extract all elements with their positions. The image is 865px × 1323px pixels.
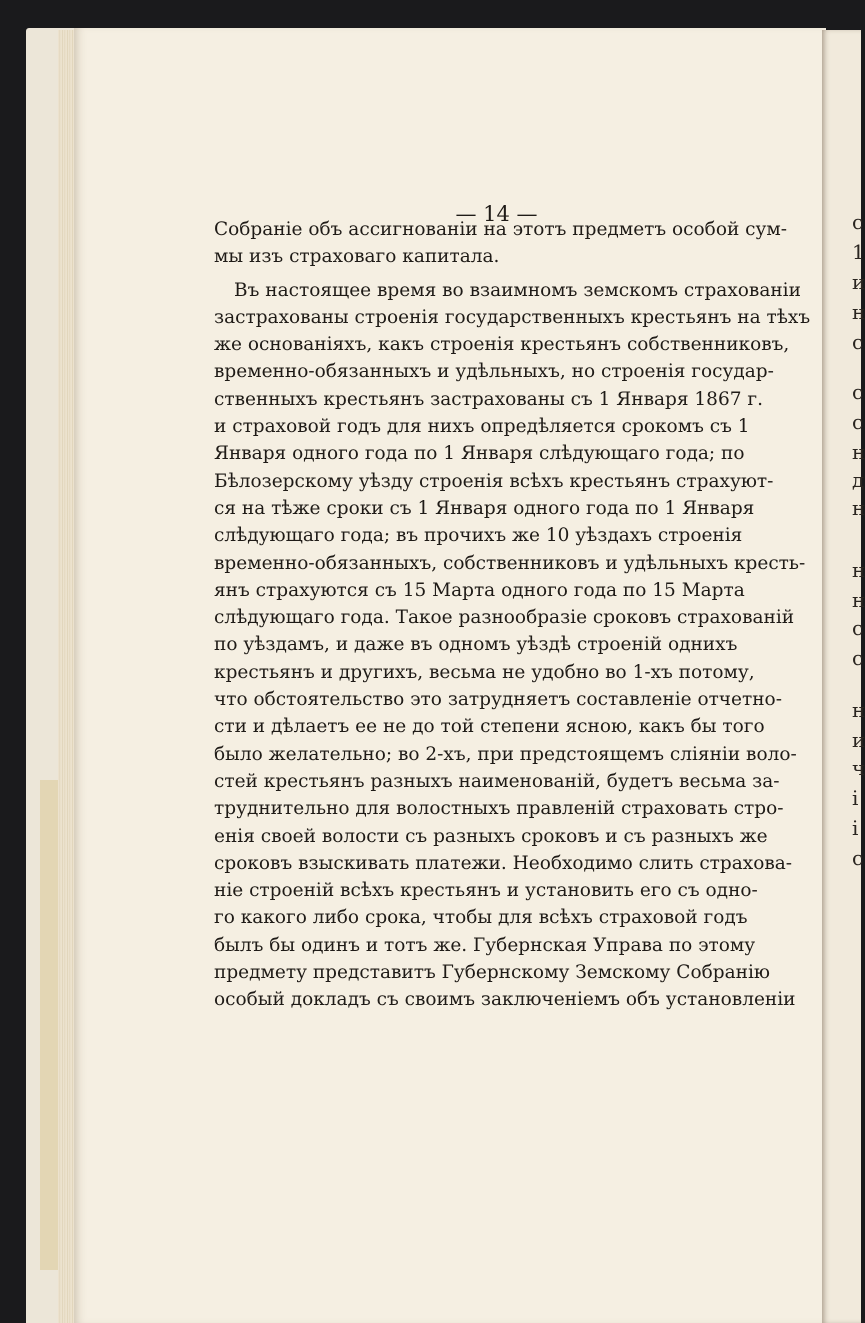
facing-page-letter: ч	[852, 756, 865, 780]
text-line: сроковъ взыскивать платежи. Необходимо слить страхова-	[214, 852, 793, 874]
facing-page-letter: н	[852, 440, 865, 464]
text-line: Января одного года по 1 Января слѣдующаго года; по	[214, 443, 745, 465]
text-line: Собраніе объ ассигнованіи на этотъ предметъ особой сум-	[214, 219, 788, 240]
text-line: ся на тѣже сроки съ 1 Января одного года по 1 Января	[214, 497, 755, 519]
text-line: енія своей волости съ разныхъ сроковъ и съ разныхъ же	[214, 825, 768, 847]
facing-page-letter: с	[852, 380, 864, 404]
text-line: труднительно для волостныхъ правленій страховать стро-	[214, 798, 784, 820]
text-line: особый докладъ съ своимъ заключеніемъ объ установленіи	[214, 989, 796, 1011]
text-line: Въ настоящее время во взаимномъ земскомъ страхованіи	[234, 279, 801, 301]
facing-page-letter: и	[852, 270, 865, 294]
text-line: былъ бы одинъ и тотъ же. Губернская Управа по этому	[214, 934, 756, 956]
facing-page-letter: 1	[852, 240, 865, 264]
text-line: застрахованы строенія государственныхъ крестьянъ на тѣхъ	[214, 306, 811, 328]
facing-page-letter: с	[852, 210, 864, 234]
text-line: крестьянъ и другихъ, весьма не удобно во 1-хъ потому,	[214, 661, 755, 683]
facing-page-letter: н	[852, 496, 865, 520]
facing-page-letter: и	[852, 728, 865, 752]
text-line: по уѣздамъ, и даже въ одномъ уѣздѣ строеній однихъ	[214, 634, 738, 656]
text-line: временно-обязанныхъ и удѣльныхъ, но строенія государ-	[214, 361, 774, 383]
facing-page-letter: с	[852, 330, 864, 354]
text-line: и страховой годъ для нихъ опредѣляется срокомъ съ 1	[214, 416, 750, 438]
page-number: — 14 —	[455, 202, 538, 226]
facing-page-letter: і	[852, 816, 859, 840]
text-line: го какого либо срока, чтобы для всѣхъ страховой годъ	[214, 907, 748, 929]
text-line: предмету представитъ Губернскому Земскому Собранію	[214, 962, 770, 984]
facing-page-letter: н	[852, 558, 865, 582]
text-line: было желательно; во 2-хъ, при предстоящемъ сліяніи воло-	[214, 743, 797, 765]
text-line: слѣдующаго года. Такое разнообразіе сроковъ страхованій	[214, 607, 795, 629]
facing-page-letter: н	[852, 698, 865, 722]
facing-page-letter: н	[852, 300, 865, 324]
text-line: сти и дѣлаетъ ее не до той степени ясною, какъ бы того	[214, 716, 765, 738]
facing-page-letter: н	[852, 588, 865, 612]
facing-page-edge	[822, 30, 865, 1323]
text-line: ніе строеній всѣхъ крестьянъ и установить его съ одно-	[214, 880, 758, 902]
text-line: янъ страхуются съ 15 Марта одного года по 15 Марта	[214, 579, 745, 601]
facing-page-letter: і	[852, 786, 859, 810]
text-line: же основаніяхъ, какъ строенія крестьянъ собственниковъ,	[214, 334, 790, 356]
facing-page-letter: д	[852, 468, 865, 492]
text-line: ственныхъ крестьянъ застрахованы съ 1 Января 1867 г.	[214, 388, 763, 410]
page-body-text	[214, 216, 811, 1014]
facing-page-letter: с	[852, 410, 864, 434]
facing-page-letter: с	[852, 846, 864, 870]
text-line: слѣдующаго года; въ прочихъ же 10 уѣздахъ строенія	[214, 525, 743, 547]
text-line: временно-обязанныхъ, собственниковъ и удѣльныхъ кресть-	[214, 552, 806, 574]
facing-page-letter: с	[852, 646, 864, 670]
binding-tape	[40, 780, 60, 1270]
facing-page-letter: с	[852, 616, 864, 640]
text-line: стей крестьянъ разныхъ наименованій, будетъ весьма за-	[214, 770, 780, 792]
text-line: мы изъ страховаго капитала.	[214, 246, 500, 268]
text-line: Бѣлозерскому уѣзду строенія всѣхъ крестьянъ страхуют-	[214, 470, 774, 492]
text-line: что обстоятельство это затрудняетъ составленіе отчетно-	[214, 689, 782, 711]
